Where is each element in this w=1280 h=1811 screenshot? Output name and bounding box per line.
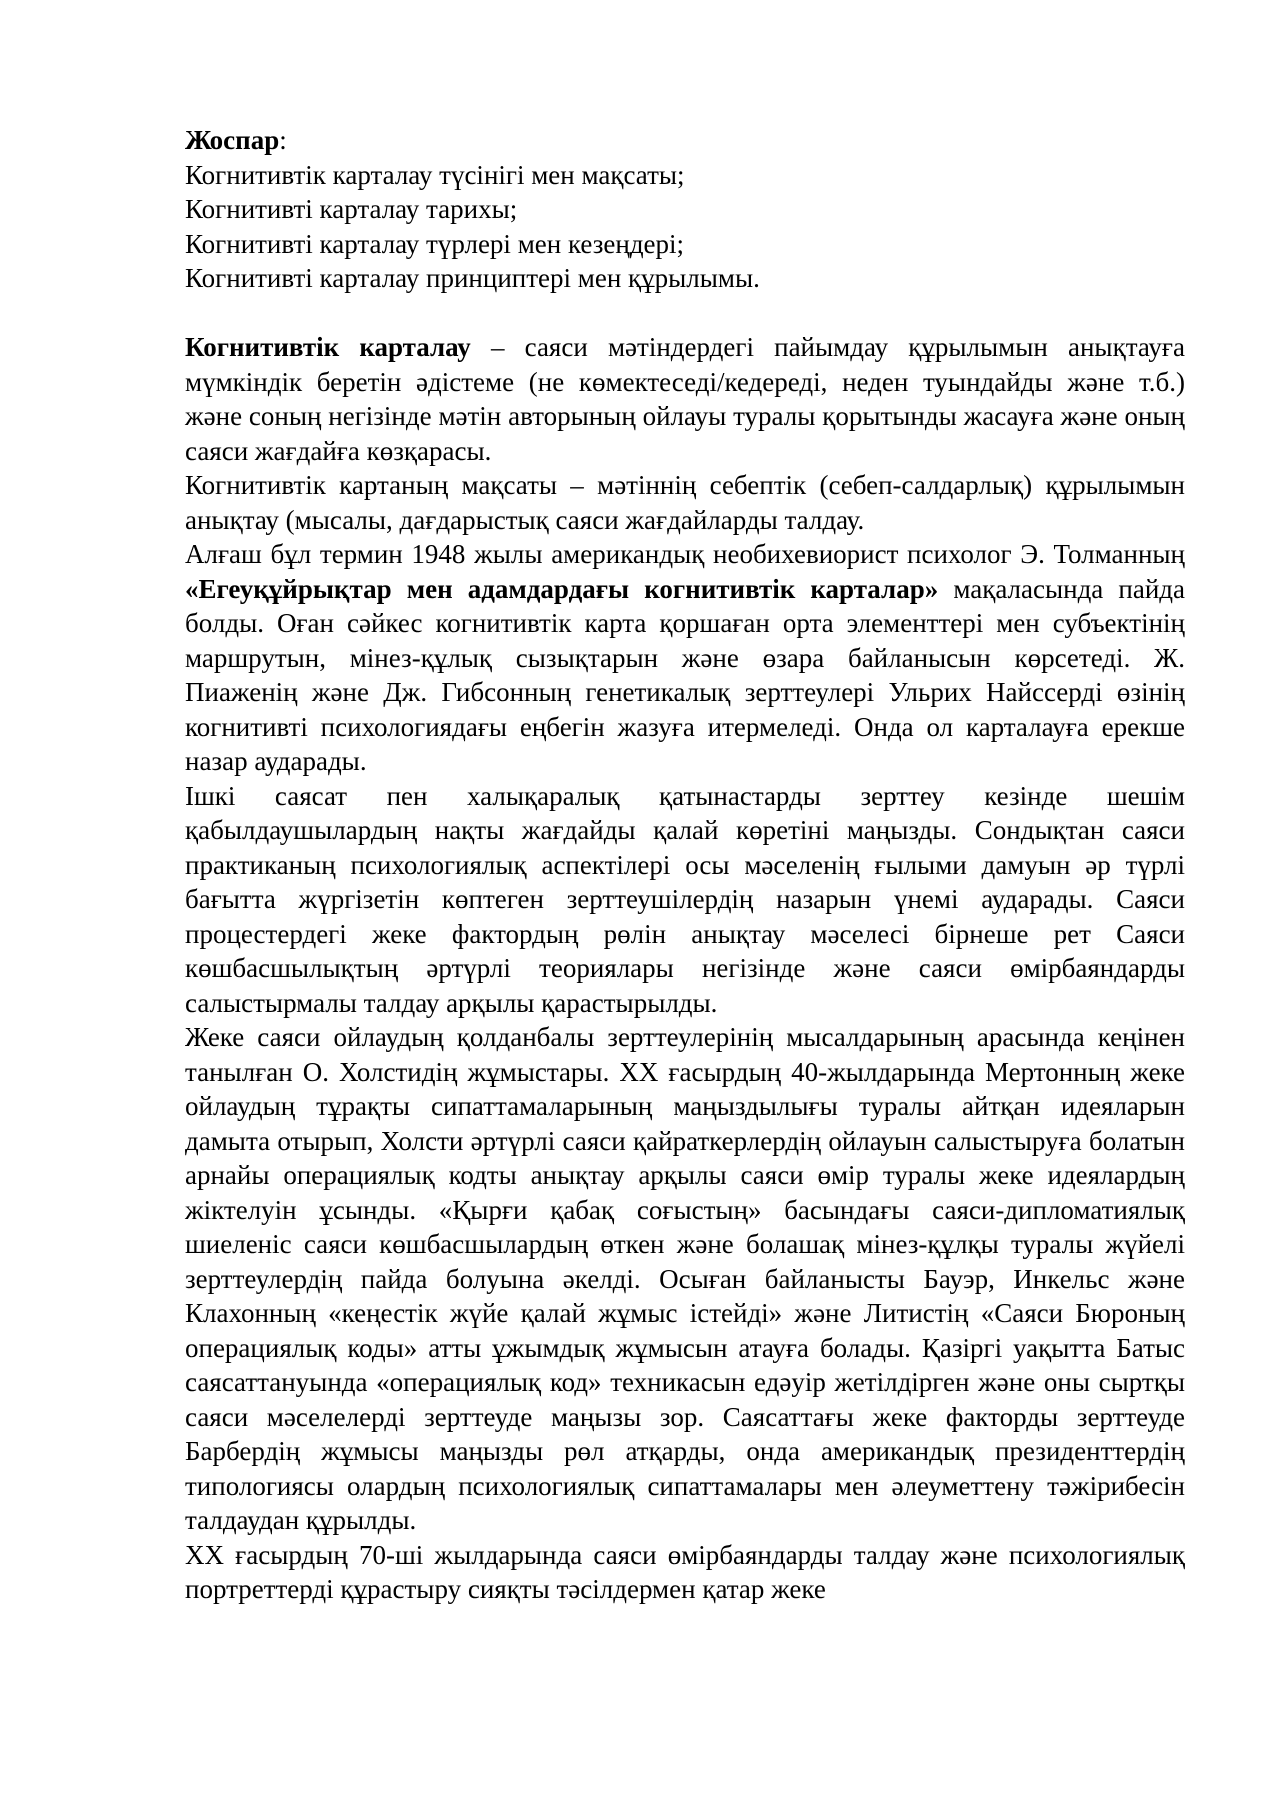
paragraph-definition [185,330,1185,468]
plan-item: Когнитивті карталау түрлері мен кезеңдері; [185,228,685,259]
plan-item: Когнитивті карталау принциптері мен құрылымы. [185,263,760,293]
plan-heading-colon: : [279,125,287,155]
origin-text-after: мақаласында пайда болды. Оған сәйкес когнитивтік карта қоршаған орта элементтері мен субъектінің маршрутын, мінез-құлық сызықтарын және өзара байланысын көрсетеді. Ж. Пиаженің және Дж. Гибсонның генетикалық зерттеулері Ульрих Найссерді өзінің когнитивті психологиядағы еңбегін жазуға итермеледі. Онда ол карталауға ерекше назар аударады. [185,573,1185,776]
origin-text-before: Алғаш бұл термин 1948 жылы американдық необихевиорист психолог Э. Толманның [185,539,1185,569]
paragraph-research: Жеке саяси ойлаудың қолданбалы зерттеулерінің мысалдарының арасында кеңінен танылған О. Холстидің жұмыстары. XX ғасырдың 40-жылдарында Мертонның жеке ойлаудың тұрақты сипаттамаларының маңыздылығы туралы айтқан идеяларын дамыта отырып, Холсти әртүрлі саяси қайраткерлердің ойлауын салыстыруға болатын арнайы операциялық кодты анықтау арқылы саяси өмір туралы жеке идеялардың жіктелуін ұсынды. «Қырғи қабақ соғыстың» басындағы саяси-дипломатиялық шиеленіс саяси көшбасшылардың өткен және болашақ мінез-құлқы туралы жүйелі зерттеулердің пайда болуына әкелді. Осыған байланысты Бауэр, Инкельс және Клахонның «кеңестік жүйе қалай жұмыс істейді» және Литистің «Саяси Бюроның операциялық коды» атты ұжымдық жұмысын атауға болады. Қазіргі уақытта Батыс саясаттануында «операциялық код» техникасын едәуір жетілдірген және оны сыртқы саяси мәселелерді зерттеуде маңызы зор. Саясаттағы жеке факторды зерттеуде Барбердің жұмысы маңызды рөл атқарды, онда американдық президенттердің типологиясы олардың психологиялық сипаттамалары мен әлеуметтену тәжірибесін талдаудан құрылды. [185,1022,1185,1535]
paragraph-purpose: Когнитивтік картаның мақсаты – мәтіннің себептік (себеп-салдарлық) құрылымын анықтау (мысалы, дағдарыстық саяси жағдайларды талдау. [185,470,1185,535]
paragraph-psychology: Ішкі саясат пен халықаралық қатынастарды зерттеу кезінде шешім қабылдаушылардың нақты жағдайды қалай көретіні маңызды. Сондықтан саяси практиканың психологиялық аспектілері осы мәселенің ғылыми дамуын әр түрлі бағытта жүргізетін көптеген зерттеушілердің назарын үнемі аударады. Саяси процестердегі жеке фактордың рөлін анықтау мәселесі бірнеше рет Саяси көшбасшылықтың әртүрлі теориялары негізінде және саяси өмірбаяндарды салыстырмалы талдау арқылы қарастырылды. [185,780,1185,1018]
defined-term: Когнитивтік карталау [185,332,471,362]
paragraph-seventies: XX ғасырдың 70-ші жылдарында саяси өмірбаяндарды талдау және психологиялық портреттерді құрастыру сияқты тәсілдермен қатар жеке [185,1539,1185,1604]
definition-text: – саяси мәтіндердегі пайымдау құрылымын анықтауға мүмкіндік беретін әдістеме (не көмектеседі/кедереді, неден туындайды және т.б.) және соның негізінде мәтін авторының ойлауы туралы қорытынды жасауға және оның саяси жағдайға көзқарасы. [185,332,1185,466]
plan-list [185,158,1185,296]
paragraph-spacer [185,296,1185,331]
paragraph-origin [185,537,1185,779]
plan-item: Когнитивтік карталау түсінігі мен мақсаты; [185,159,685,190]
plan-heading [185,123,1185,158]
plan-heading-label: Жоспар [185,125,280,155]
article-title: «Егеуқұйрықтар мен адамдардағы когнитивтік карталар» [185,573,939,604]
plan-item: Когнитивті карталау тарихы; [185,194,518,224]
